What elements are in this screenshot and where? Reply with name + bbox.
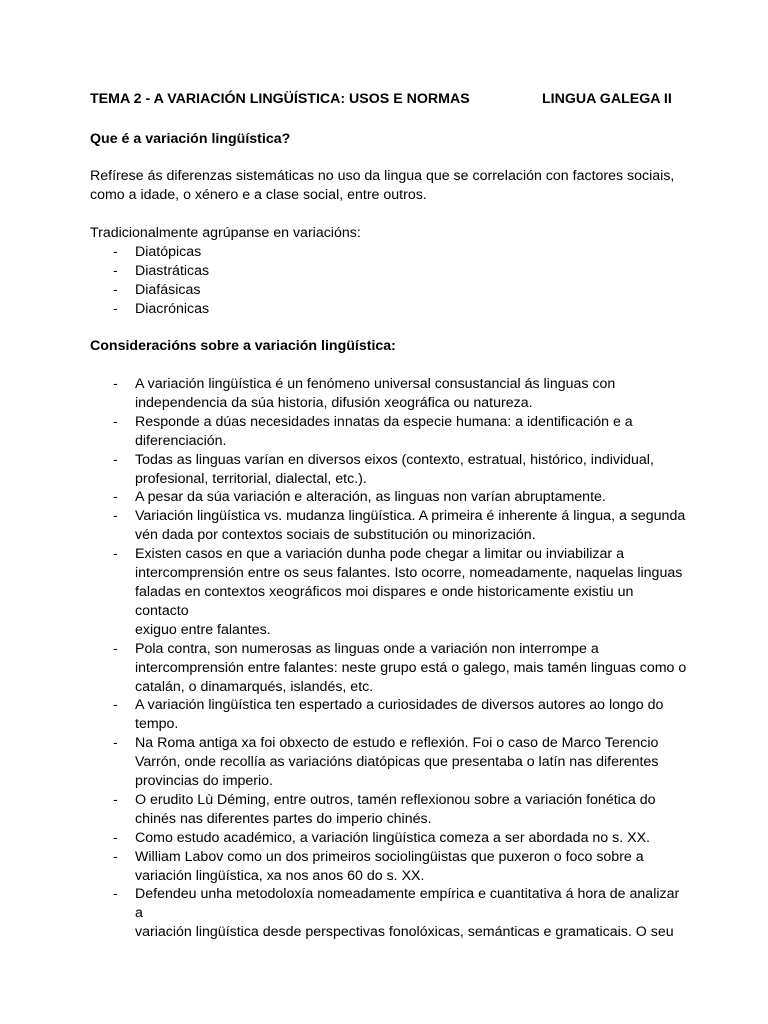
variation-types bbox=[90, 224, 690, 319]
list-item bbox=[90, 791, 690, 829]
dash-bullet: - bbox=[113, 262, 118, 279]
dash-bullet: - bbox=[113, 640, 118, 657]
dash-bullet: - bbox=[113, 244, 118, 260]
document-header bbox=[90, 91, 680, 111]
list-item-line: exiguo entre falantes. bbox=[135, 621, 271, 638]
list-item bbox=[90, 848, 690, 886]
list-item bbox=[90, 507, 690, 545]
definition-paragraph bbox=[90, 167, 690, 205]
list-item-line: intercomprensión entre os seus falantes. Isto ocorre, nomeadamente, naquelas linguas bbox=[135, 565, 683, 582]
list-item bbox=[90, 545, 690, 640]
list-item-line: provincias do imperio. bbox=[135, 773, 273, 790]
dash-bullet: - bbox=[113, 735, 118, 752]
dash-bullet: - bbox=[113, 848, 118, 865]
list-item bbox=[90, 640, 690, 697]
dash-bullet: - bbox=[113, 451, 118, 468]
dash-bullet: - bbox=[113, 508, 118, 525]
section-heading-what-is: Que é a variación lingüística? bbox=[90, 131, 291, 147]
dash-bullet: - bbox=[113, 376, 118, 392]
dash-bullet: - bbox=[113, 886, 118, 903]
section-heading-considerations: Consideracións sobre a variación lingüística: bbox=[90, 338, 396, 354]
list-item-line: A pesar da súa variación e alteración, as linguas non varían abruptamente. bbox=[135, 489, 606, 506]
list-item-line: Variación lingüística vs. mudanza lingüística. A primeira é inherente á lingua, a segunda bbox=[135, 508, 686, 525]
dash-bullet: - bbox=[113, 281, 118, 298]
list-item bbox=[90, 829, 690, 848]
list-item-line: Defendeu unha metodoloxía nomeadamente empírica e cuantitativa á hora de analizar a bbox=[135, 886, 680, 922]
variation-types-list bbox=[90, 243, 690, 319]
list-item bbox=[90, 488, 690, 507]
course-name: LINGUA GALEGA II bbox=[542, 91, 672, 107]
list-item-line: catalán, o dinamarqués, islandés, etc. bbox=[135, 678, 374, 695]
list-item bbox=[90, 375, 690, 413]
list-item-line: A variación lingüística ten espertado a curiosidades de diversos autores ao longo do bbox=[135, 697, 664, 714]
definition-line: como a idade, o xénero e a clase social, entre outros. bbox=[90, 187, 427, 203]
list-item-line: profesional, territorial, dialectal, etc.). bbox=[135, 470, 367, 487]
list-item-line: tempo. bbox=[135, 716, 179, 733]
list-item-line: Na Roma antiga xa foi obxecto de estudo e reflexión. Foi o caso de Marco Terencio bbox=[135, 735, 659, 752]
list-item-line: vén dada por contextos sociais de substitución ou minorización. bbox=[135, 527, 536, 544]
list-item-line: Responde a dúas necesidades innatas da especie humana: a identificación e a bbox=[135, 413, 633, 430]
dash-bullet: - bbox=[113, 546, 118, 563]
dash-bullet: - bbox=[113, 489, 118, 506]
list-item bbox=[90, 413, 690, 451]
list-item-line: Todas as linguas varían en diversos eixos (contexto, estratual, histórico, individual, bbox=[135, 451, 654, 468]
dash-bullet: - bbox=[113, 413, 118, 430]
list-item-line: Existen casos en que a variación dunha pode chegar a limitar ou inviabilizar a bbox=[135, 546, 624, 563]
list-item: - Diacrónicas bbox=[113, 300, 210, 317]
dash-bullet: - bbox=[113, 829, 118, 846]
dash-bullet: - bbox=[113, 300, 118, 317]
list-item-line: Varrón, onde recollía as variacións diatópicas que presentaba o latín nas diferentes bbox=[135, 754, 659, 771]
dash-bullet: - bbox=[113, 791, 118, 808]
list-item-line: variación lingüística desde perspectivas fonolóxicas, semánticas e gramaticais. O seu bbox=[135, 924, 674, 941]
considerations-list bbox=[90, 375, 690, 942]
document-title: TEMA 2 - A VARIACIÓN LINGÜÍSTICA: USOS E NORMAS bbox=[90, 91, 470, 107]
list-item bbox=[90, 451, 690, 489]
list-item: - Diastráticas bbox=[113, 262, 210, 279]
list-item-line: Como estudo académico, a variación lingüística comeza a ser abordada no s. XX. bbox=[135, 829, 650, 846]
list-item-line: diferenciación. bbox=[135, 432, 227, 449]
list-item bbox=[90, 734, 690, 791]
list-item-line: faladas en contextos xeográficos moi dispares e onde historicamente existiu un contacto bbox=[135, 583, 634, 619]
list-item-line: independencia da súa historia, difusión xeográfica ou natureza. bbox=[135, 394, 533, 411]
list-item-line: variación lingüística, xa nos anos 60 do s. XX. bbox=[135, 867, 425, 884]
dash-bullet: - bbox=[113, 697, 118, 714]
list-item-line: O erudito Lù Déming, entre outros, tamén reflexionou sobre a variación fonética do bbox=[135, 791, 656, 808]
variation-types-intro: Tradicionalmente agrúpanse en variacións: bbox=[90, 225, 361, 241]
list-item-line: A variación lingüística é un fenómeno universal consustancial ás linguas con bbox=[135, 376, 616, 392]
considerations bbox=[90, 375, 690, 942]
list-item-line: chinés nas diferentes partes do imperio chinés. bbox=[135, 810, 432, 827]
list-item-line: intercomprensión entre falantes: neste grupo está o galego, mais tamén linguas como o bbox=[135, 659, 687, 676]
list-item bbox=[90, 696, 690, 734]
list-item: - Diatópicas bbox=[113, 244, 202, 260]
definition-line: Refírese ás diferenzas sistemáticas no uso da lingua que se correlación con factores sociais, bbox=[90, 168, 675, 184]
list-item-line: William Labov como un dos primeiros sociolingüistas que puxeron o foco sobre a bbox=[135, 848, 644, 865]
list-item bbox=[90, 885, 690, 942]
list-item-line: Pola contra, son numerosas as linguas onde a variación non interrompe a bbox=[135, 640, 599, 657]
list-item: - Diafásicas bbox=[113, 281, 201, 298]
